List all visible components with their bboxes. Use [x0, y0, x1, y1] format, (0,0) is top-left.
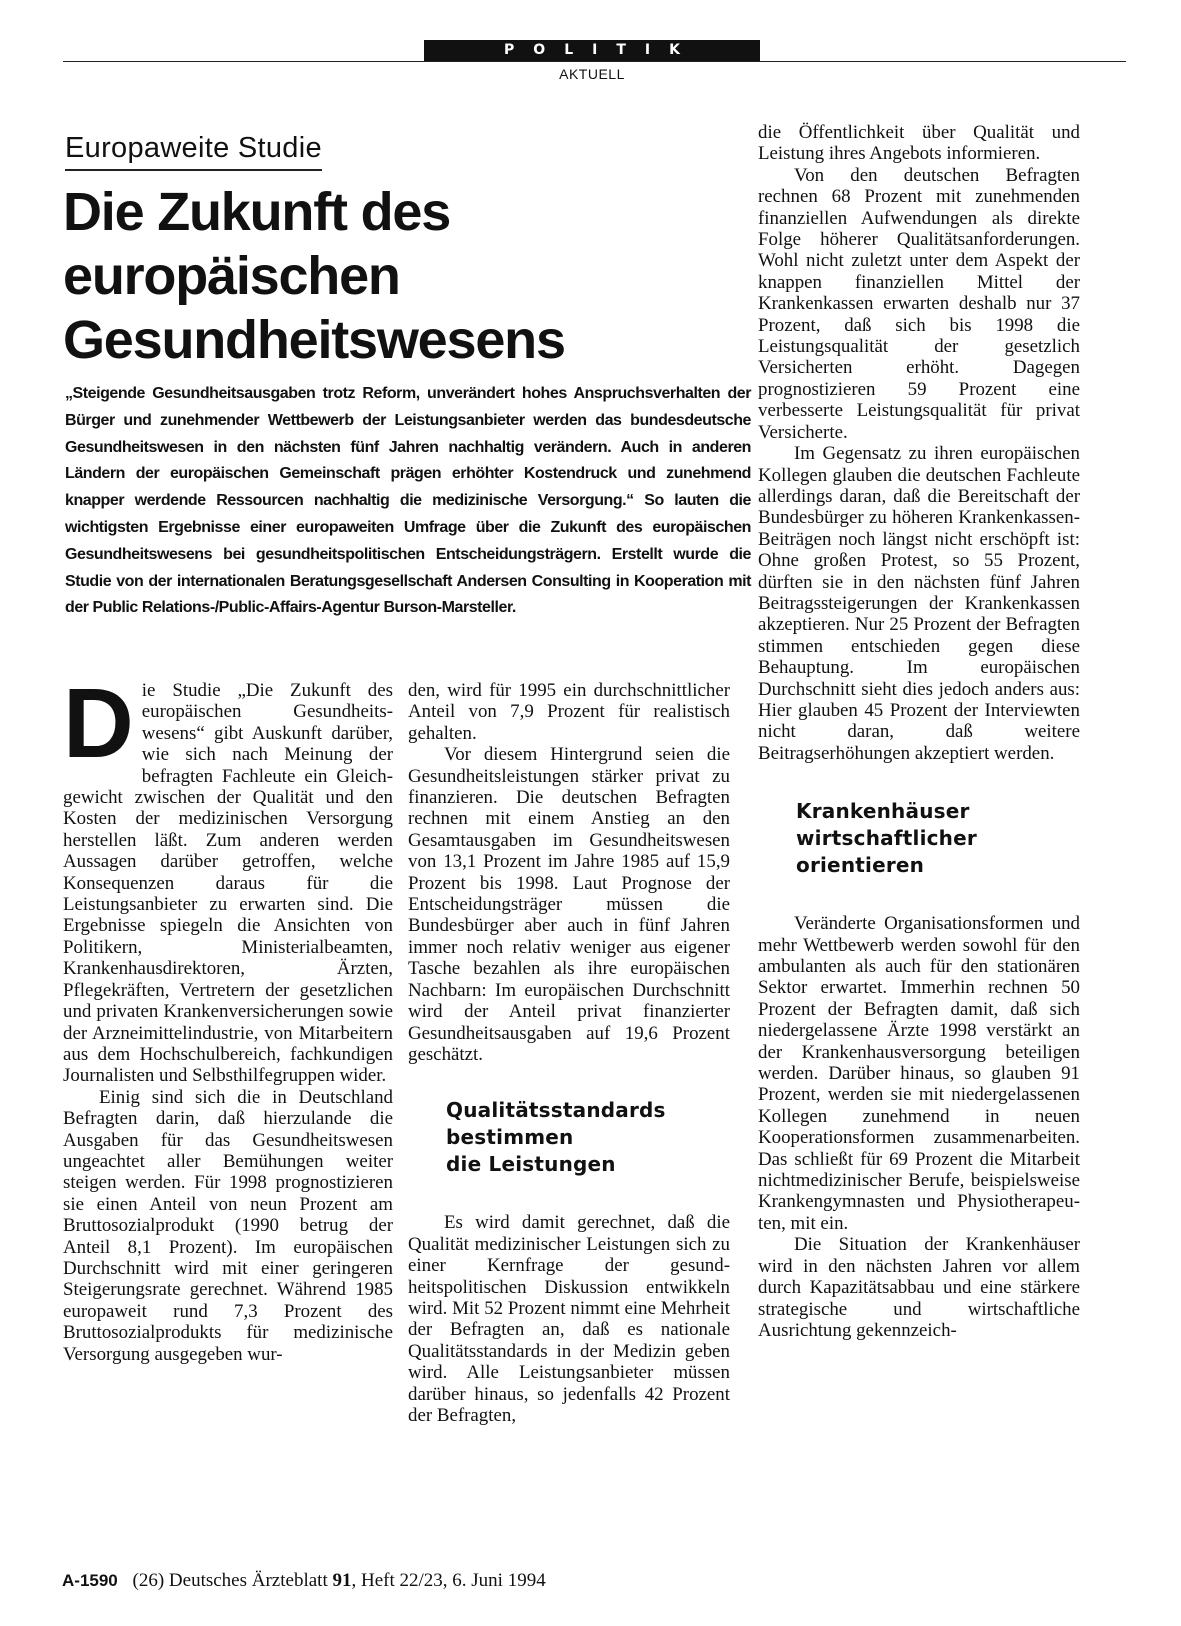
subheading-line: Qualitätsstandards: [446, 1098, 666, 1123]
paragraph: Es wird damit gerechnet, daß die Qualität medizinischer Leistungen sich zu einer Kernfrage der gesundheitspolitischen Diskussion entwikkeln wird. Mit 52 Prozent nimmt eine Mehrheit der Befragten an, daß es nationale Qualitätsstandards in der Medizin geben wird. Alle Leistungsanbieter müssen darüber hinaus, so jedenfalls 42 Prozent der Befragten,: [408, 1212, 730, 1426]
subheading-line: wirtschaftlicher: [796, 826, 977, 851]
subheading-line: die Leistungen: [446, 1152, 616, 1177]
paragraph: Im Gegensatz zu ihren europäischen Kollegen glauben die deutschen Fachleute allerdings daran, daß die Bereitschaft der Bundesbürger zu höheren Krankenkassen-Beiträgen noch längst nicht erschöpft ist: Ohne großen Protest, so 55 Prozent, dürften sie in den nächsten fünf Jahren Beitragssteigerungen der Krankenkassen akzeptieren. Nur 25 Prozent der Befragten stimmen entschieden gegen diese Behauptung. Im europäischen Durchschnitt sieht dies jedoch anders aus: Hier glauben 45 Prozent der Interviewten nicht daran, daß weitere Beitragserhöhungen akzeptiert werden.: [758, 443, 1080, 764]
page-number: A-1590: [62, 1571, 118, 1590]
article-kicker: Europaweite Studie: [65, 132, 322, 171]
footer-issue-suffix: , Heft 22/23, 6. Juni 1994: [351, 1570, 546, 1591]
page-footer: [62, 1570, 546, 1592]
text-column-2: [408, 680, 730, 1426]
paragraph: Veränderte Organisationsformen und mehr Wettbewerb werden sowohl für den ambulanten als auch für den stationären Sektor erwartet. Immerhin rechnen 50 Prozent der Befragten damit, daß sich niedergelassene Ärzte 1998 verstärkt an der Krankenhausversorgung beteiligen werden. Darüber hinaus, so glauben 91 Prozent, werden sie mit niedergelassenen Kollegen zunehmend in neuen Kooperationsformen zusammenarbeiten. Das schließt für 69 Prozent die Mitarbeit nichtmedizinischer Berufe, beispielsweise Krankengymnasten und Physiotherapeuten, mit ein.: [758, 913, 1080, 1234]
subheading-line: orientieren: [796, 853, 925, 878]
subheading-quality: [408, 1097, 730, 1178]
paragraph: Von den deutschen Befragten rechnen 68 Prozent mit zunehmenden finanziellen Aufwendungen als direkte Folge höherer Qualitätsanforderungen. Wohl nicht zuletzt unter dem Aspekt der knappen finanziellen Mittel der Krankenkassen erwarten deshalb nur 37 Prozent, daß sich bis 1998 die Leistungsqualität der gesetzlich Versicherten erhöht. Dagegen prognostizieren 59 Prozent eine verbesserte Leistungsqualität für privat Versicherte.: [758, 164, 1080, 443]
paragraph-text: ie Studie „Die Zukunft des europäischen Gesundheitswesens“ gibt Auskunft darüber, wie sich nach Meinung der befragten Fachleute ein Gleichgewicht zwischen der Qualität und den Kosten der medizinischen Versorgung herstellen läßt. Zum anderen werden Aussagen darüber getroffen, welche Konsequenzen daraus für die Leistungsanbieter zu erwarten sind. Die Ergebnisse spiegeln die Ansichten von Politikern, Ministerialbeamten, Krankenhausdirektoren, Ärzten, Pflegekräften, Vertretern der gesetzlichen und privaten Krankenversicherungen sowie der Arzneimittelindustrie, von Mitarbeitern aus dem Hochschulbereich, fachkundigen Journalisten und Selbsthilfegruppen wider.: [63, 680, 393, 1087]
paragraph: die Öffentlichkeit über Qualität und Leistung ihres Angebots informieren.: [758, 122, 1080, 165]
article-lead: „Steigende Gesundheitsausgaben trotz Reform, unverändert hohes Anspruchsverhalten der Bürger und zunehmender Wettbewerb der Leistungsanbieter werden das bundesdeutsche Gesundheitswesen in den nächsten fünf Jahren nachhaltig verändern. Auch in anderen Ländern der europäischen Gemeinschaft prägen erhöhter Kostendruck und zunehmend knapper werdende Ressourcen nachhaltig die medizinische Versorgung.“ So lauten die wichtigsten Ergebnisse einer europaweiten Umfrage über die Zukunft des europäischen Gesundheitswesens bei gesundheitspolitischen Entscheidungsträgern. Erstellt wurde die Studie von der internationalen Beratungsgesellschaft Andersen Consulting in Kooperation mit der Public Relations-/Public-Affairs-Agentur Burson-Marsteller.: [65, 385, 751, 617]
article-headline: [63, 180, 743, 372]
paragraph: [63, 668, 393, 1087]
headline-line: europäischen: [63, 246, 400, 306]
subheading-line: bestimmen: [446, 1125, 574, 1150]
headline-line: Die Zukunft des: [63, 182, 451, 242]
headline-line: Gesundheitswesens: [63, 310, 565, 370]
footer-issue-prefix: (26) Deutsches Ärzteblatt: [132, 1570, 328, 1591]
section-header: POLITIK: [424, 40, 760, 61]
paragraph: Vor diesem Hintergrund seien die Gesundheitsleistungen stärker privat zu finanzieren. Die deutschen Befragten rechnen mit einem Anstieg an den Gesamtausgaben im Gesundheitswesen von 13,1 Prozent im Jahre 1985 auf 15,9 Prozent bis 1998. Laut Prognose der Entscheidungsträger müssen die Bundesbürger aber auch in fünf Jahren immer noch relativ weniger aus eigener Tasche bezahlen als ihre europäischen Nachbarn: Im europäischen Durchschnitt wird der Anteil privat finanzierter Gesundheitsausgaben auf 19,6 Prozent geschätzt.: [408, 744, 730, 1065]
drop-cap: D: [63, 668, 134, 778]
text-column-3: [758, 122, 1080, 1341]
header-rule: [63, 61, 1126, 62]
subheading-line: Krankenhäuser: [796, 799, 970, 824]
paragraph: Einig sind sich die in Deutschland Befragten darin, daß hierzulande die Ausgaben für das Gesundheitswesen ungeachtet aller Bemühungen weiter steigen werden. Für 1998 prognostizieren sie einen Anteil von neun Prozent am Bruttosozialprodukt (1990 betrug der Anteil 8,1 Prozent). Im europäischen Durchschnitt wird mit einer geringeren Steigerungsrate gerechnet. Während 1985 europaweit rund 7,3 Prozent des Bruttosozialprodukts für medizinische Versorgung ausgegeben wur-: [63, 1086, 393, 1365]
subheading-hospitals: [758, 798, 1080, 879]
section-subheader: AKTUELL: [559, 66, 625, 82]
text-column-1: [63, 668, 393, 1365]
paragraph: Die Situation der Krankenhäuser wird in den nächsten Jahren vor allem durch Kapazitätsabbau und eine stärkere strategische und wirtschaftliche Ausrichtung gekennzeich-: [758, 1234, 1080, 1341]
paragraph: den, wird für 1995 ein durchschnittlicher Anteil von 7,9 Prozent für realistisch gehalten.: [408, 680, 730, 744]
footer-volume: 91: [332, 1570, 352, 1591]
